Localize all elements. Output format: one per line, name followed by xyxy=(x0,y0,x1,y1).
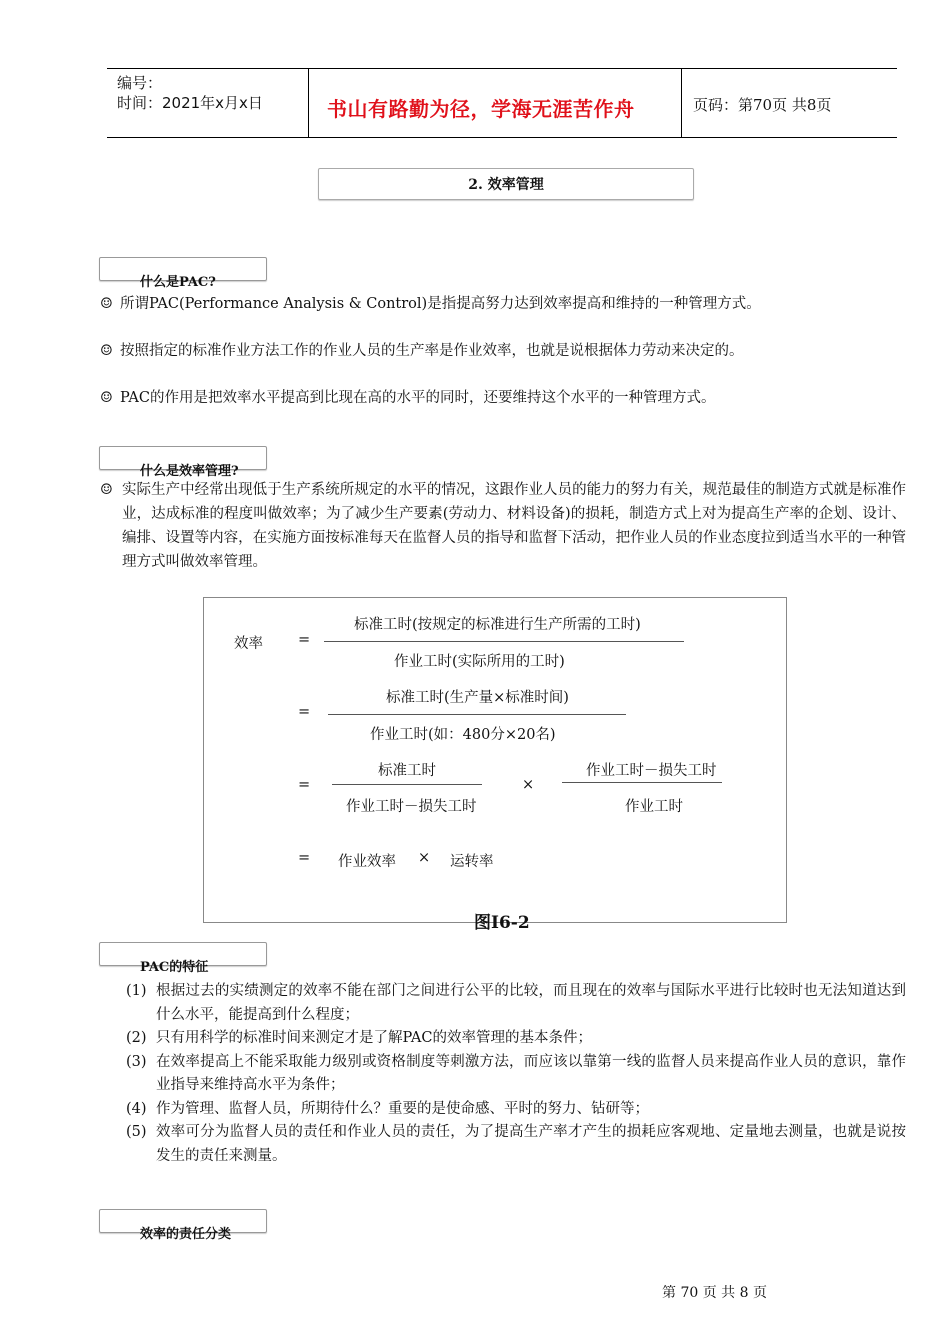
multiply-sign: × xyxy=(418,850,431,866)
page-header xyxy=(107,68,897,138)
list-item xyxy=(126,1051,906,1098)
fraction-bar xyxy=(332,784,482,785)
section-tab-what-is-pac xyxy=(99,257,267,290)
paragraph-text: 按照指定的标准作业方法工作的作业人员的生产率是作业效率，也就是说根据体力劳动来决定的。 xyxy=(120,343,744,359)
smiley-bullet-icon: ☺ xyxy=(100,296,113,312)
page-footer: 第 70 页 共 8 页 xyxy=(662,1285,767,1301)
list-item xyxy=(100,292,906,316)
formula-r3-denominator-b: 作业工时 xyxy=(625,799,683,815)
header-time: 时间：2021年x月x日 xyxy=(117,94,263,112)
list-item xyxy=(126,1098,906,1122)
section-tab-pac-features xyxy=(99,942,267,975)
formula-label: 效率 xyxy=(234,636,263,652)
section-tab-label: PAC的特征 xyxy=(140,960,209,975)
formula-r1-numerator: 标准工时(按规定的标准进行生产所需的工时) xyxy=(354,617,641,633)
formula-r2-numerator: 标准工时(生产量×标准时间) xyxy=(386,690,569,706)
formula-r3-numerator-b: 作业工时－损失工时 xyxy=(586,763,717,779)
equals-sign: = xyxy=(298,777,311,793)
equals-sign: = xyxy=(298,704,311,720)
header-motto: 书山有路勤为径，学海无涯苦作舟 xyxy=(327,97,635,121)
list-item-number: (1) xyxy=(126,983,147,999)
smiley-bullet-icon: ☺ xyxy=(100,390,113,406)
efficiency-formula-box xyxy=(203,597,787,923)
formula-r2-denominator: 作业工时(如：480分×20名) xyxy=(370,727,556,743)
section-tab-efficiency-responsibility xyxy=(99,1209,267,1242)
list-item-text: 在效率提高上不能采取能力级别或资格制度等刺激方法，而应该以靠第一线的监督人员来提高作业人员的意识，靠作业指导来维持高水平为条件； xyxy=(156,1053,906,1093)
fraction-bar xyxy=(562,782,722,783)
section-tab-what-is-efficiency-management xyxy=(99,446,267,479)
list-item-text: 效率可分为监督人员的责任和作业人员的责任，为了提高生产率才产生的损耗应客观地、定量地去测量，也就是说按发生的责任来测量。 xyxy=(156,1124,906,1164)
formula-r3-numerator-a: 标准工时 xyxy=(378,763,436,779)
section-tab-label: 什么是效率管理? xyxy=(140,464,239,479)
list-item-text: 根据过去的实绩测定的效率不能在部门之间进行公平的比较，而且现在的效率与国际水平进行比较时也无法知道达到什么水平，能提高到什么程度； xyxy=(156,983,906,1023)
formula-r1-denominator: 作业工时(实际所用的工时) xyxy=(394,654,565,670)
paragraph-text: PAC的作用是把效率水平提高到比现在高的水平的同时，还要维持这个水平的一种管理方式。 xyxy=(120,390,716,406)
smiley-bullet-icon: ☺ xyxy=(100,482,113,498)
section-tab-label: 什么是PAC? xyxy=(140,275,216,290)
list-item-text: 只有用科学的标准时间来测定才是了解PAC的效率管理的基本条件； xyxy=(156,1030,592,1046)
list-item xyxy=(126,1027,906,1051)
paragraph-text: 实际生产中经常出现低于生产系统所规定的水平的情况，这跟作业人员的能力的努力有关，规范最佳的制造方式就是标准作业，达成标准的程度叫做效率；为了减少生产要素(劳动力、材料设备)的损耗，制造方式上对为提高生产率的企划、设计、编排、设置等内容，在实施方面按标准每天在监督人员的指导和监督下活动，把作业人员的作业态度拉到适当水平的一种管理方式叫做效率管理。 xyxy=(122,482,906,570)
list-item-text: 作为管理、监督人员，所期待什么？重要的是使命感、平时的努力、钻研等； xyxy=(156,1100,649,1117)
figure-caption: 图I6-2 xyxy=(474,913,530,933)
list-item xyxy=(126,1121,906,1168)
fraction-bar xyxy=(328,714,626,715)
smiley-bullet-icon: ☺ xyxy=(100,343,113,359)
equals-sign: = xyxy=(298,632,311,648)
list-item xyxy=(100,339,906,363)
list-item-number: (2) xyxy=(126,1030,147,1046)
pac-features-list xyxy=(126,980,906,1168)
list-item xyxy=(100,478,906,574)
list-item-number: (3) xyxy=(126,1053,147,1070)
section-tab-label: 效率的责任分类 xyxy=(140,1227,232,1242)
equals-sign: = xyxy=(298,850,311,866)
list-item xyxy=(126,980,906,1027)
formula-r4-operating-rate: 运转率 xyxy=(450,854,494,870)
section-title: 2. 效率管理 xyxy=(318,168,694,200)
header-number-label: 编号： xyxy=(117,74,163,92)
list-item-number: (5) xyxy=(126,1124,147,1140)
list-item-number: (4) xyxy=(126,1100,147,1117)
paragraph-text: 所谓PAC(Performance Analysis & Control)是指提高努力达到效率提高和维持的一种管理方式。 xyxy=(120,296,761,312)
formula-r3-denominator-a: 作业工时－损失工时 xyxy=(346,799,477,815)
header-page-number: 页码：第70页 共8页 xyxy=(693,96,832,114)
list-item xyxy=(100,386,906,410)
fraction-bar xyxy=(324,641,684,642)
formula-r4-efficiency: 作业效率 xyxy=(338,854,396,870)
multiply-sign: × xyxy=(522,777,535,793)
